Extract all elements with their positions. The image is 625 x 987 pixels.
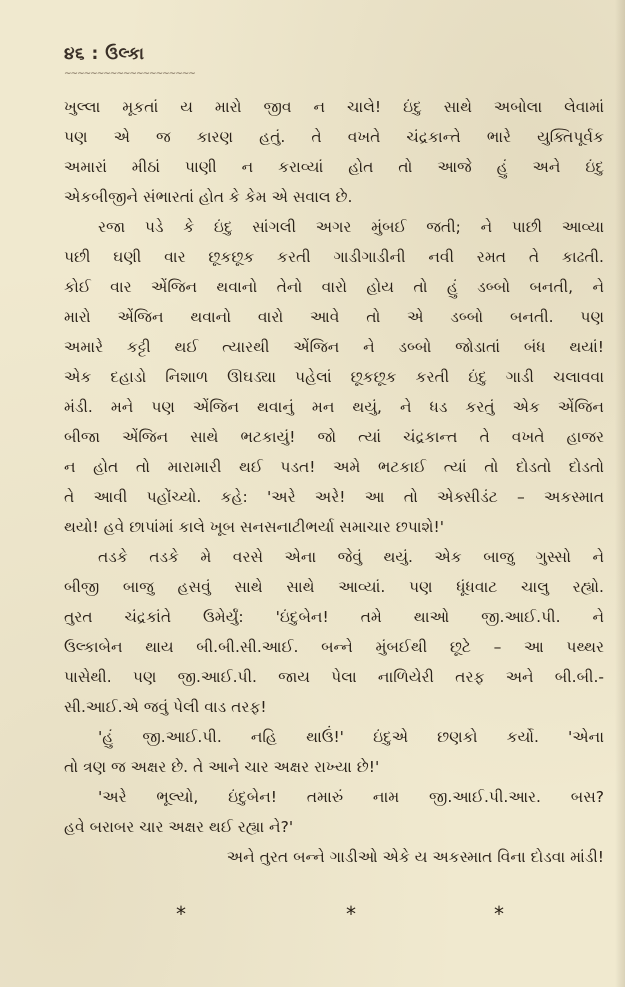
- text-line: કોઈ વાર એંજિન થવાનો તેનો વારો હોય તો હું ડબ્બો બનતી, ને: [64, 278, 604, 296]
- text-line: ખુલ્લા મૂકતાં ય મારો જીવ ન ચાલે! ઇંદુ સાથે અબોલા લેવામાં: [64, 98, 604, 116]
- text-line: 'હું જી.આઈ.પી. નહિ થાઉં!' ઇંદુએ છણકો કર્યો. 'એના: [98, 728, 604, 746]
- text-line: થયો! હવે છાપાંમાં કાલે ખૂબ સનસનાટીભર્યા સમાચાર છપાશે!': [64, 518, 444, 536]
- text-line: તો ત્રણ જ અક્ષર છે. તે આને ચાર અક્ષર રાખ્યા છે!': [64, 758, 380, 776]
- text-line: બીજી બાજુ હસવું સાથે સાથે આવ્યાં. પણ ધૂંધવાટ ચાલુ રહ્યો.: [64, 578, 604, 596]
- text-line: અમારે કટ્ટી થઈ ત્યારથી એંજિન ને ડબ્બો જોડાતાં બંધ થયાં!: [64, 338, 604, 356]
- text-line: 'અરે ભૂલ્યો, ઇંદુબેન! તમારું નામ જી.આઈ.પી.આર. બસ?: [98, 788, 604, 806]
- text-line: સી.આઈ.એ જવું પેલી વાડ તરફ!: [64, 698, 267, 716]
- text-line: મંડી. મને પણ એંજિન થવાનું મન થયું, ને ધડ કરતું એક એંજિન: [64, 398, 604, 416]
- text-line: તે આવી પહોંચ્યો. કહે: 'અરે અરે! આ તો એક્સીડંટ – અકસ્માત: [64, 488, 604, 506]
- text-line: મારો એંજિન થવાનો વારો આવે તો એ ડબ્બો બનતી. પણ: [64, 308, 604, 326]
- text-line: અમારાં મીઠાં પાણી ન કરાવ્યાં હોત તો આજે હું અને ઇંદુ: [64, 158, 604, 176]
- text-line: એકબીજીને સંભારતાં હોત કે કેમ એ સવાલ છે.: [64, 188, 353, 206]
- text-line: અને તુરત બન્ને ગાડીઓ એકે ય અકસ્માત વિના દોડવા માંડી!: [226, 848, 604, 866]
- running-head: ૪૬ : ઉલ્કા: [64, 44, 145, 64]
- star-ornament: *: [176, 902, 186, 926]
- text-line: ન હોત તો મારામારી થઈ પડત! અમે ભટકાઈ ત્યાં તો દોડતો દોડતો: [64, 458, 604, 476]
- page-edge-shadow: [615, 0, 625, 987]
- text-line: હવે બરાબર ચાર અક્ષર થઈ રહ્યા ને?': [64, 818, 294, 836]
- head-ornament: ~~~~~~~~~~~~~~~~~~~~: [64, 69, 195, 79]
- text-line: પાસેથી. પણ જી.આઈ.પી. જાય પેલા નાળિયેરી તરફ અને બી.બી.-: [64, 668, 604, 686]
- text-line: તડકે તડકે મે વરસે એના જેવું થયું. એક બાજુ ગુસ્સો ને: [98, 548, 604, 566]
- text-line: ઉલ્કાબેન થાય બી.બી.સી.આઈ. બન્ને મુંબઈથી છૂટે – આ પથ્થર: [64, 638, 604, 656]
- text-line: બીજા એંજિન સાથે ભટકાયું! જો ત્યાં ચંદ્રકાન્ત તે વખતે હાજર: [64, 428, 604, 446]
- star-ornament: *: [346, 902, 356, 926]
- body-text: [64, 92, 604, 872]
- text-line: રજા પડે કે ઇંદુ સાંગલી અગર મુંબઈ જતી; ને પાછી આવ્યા: [98, 218, 604, 236]
- text-line: એક દહાડો નિશાળ ઊઘડ્યા પહેલાં છૂકછૂક કરતી ઇંદુ ગાડી ચલાવવા: [64, 368, 604, 386]
- text-line: પછી ઘણી વાર છૂકછૂક કરતી ગાડીગાડીની નવી રમત તે કાઢતી.: [64, 248, 604, 266]
- text-line: તુરત ચંદ્રકાંતે ઉમેર્યું: 'ઇંદુબેન! તમે થાઓ જી.આઈ.પી. ને: [64, 608, 604, 626]
- text-line: પણ એ જ કારણ હતું. તે વખતે ચંદ્રકાન્તે ભારે યુક્તિપૂર્વક: [64, 128, 604, 146]
- section-break: [64, 902, 604, 926]
- star-ornament: *: [494, 902, 504, 926]
